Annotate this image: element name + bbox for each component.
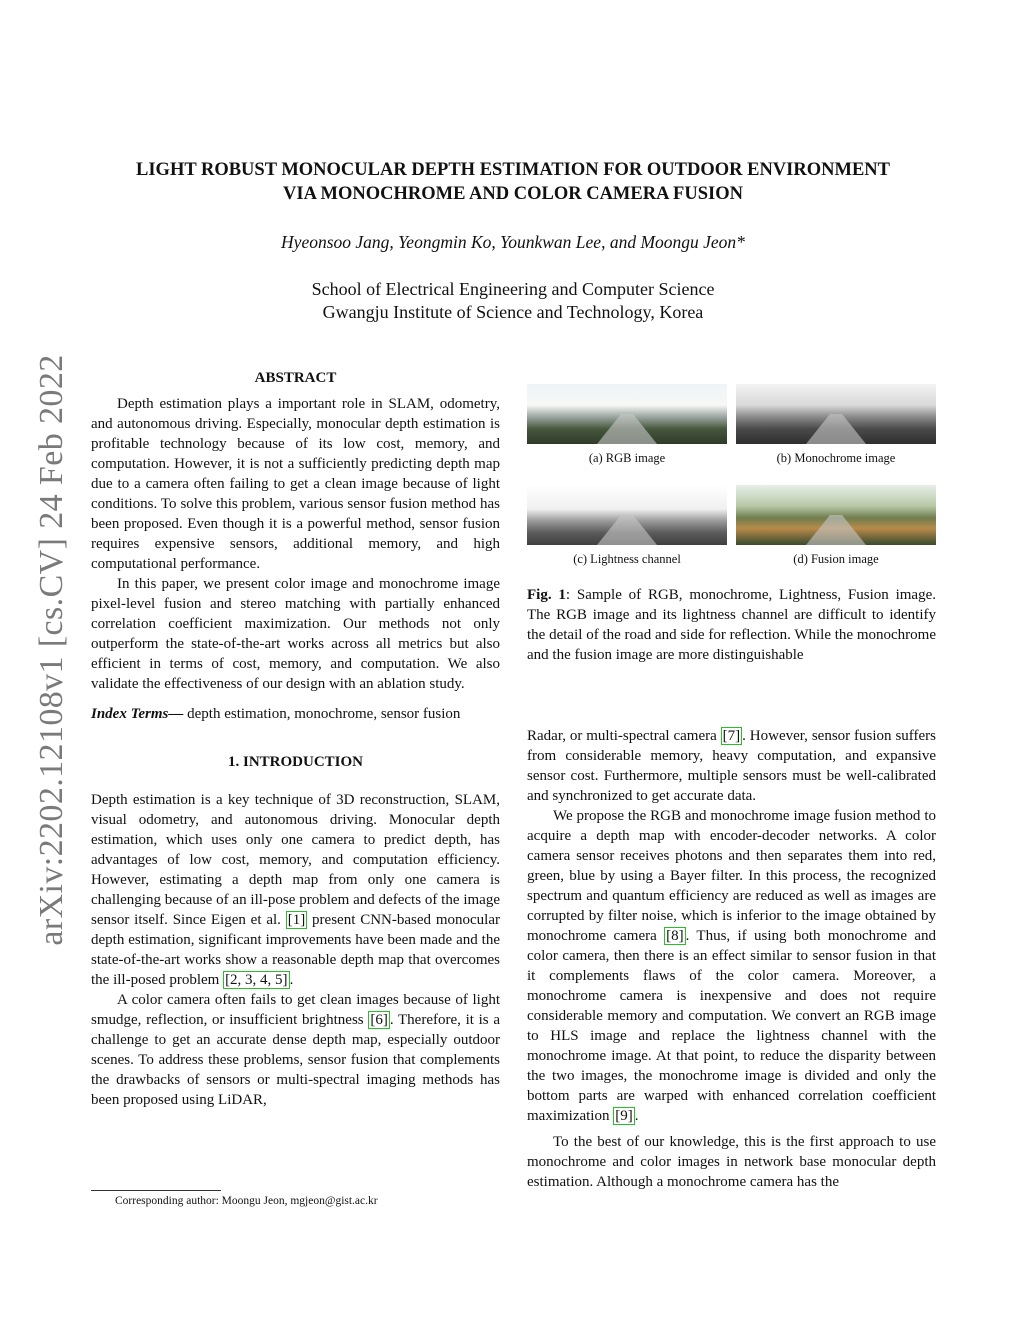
fusion-image	[736, 485, 936, 545]
subfigure-caption: (b) Monochrome image	[776, 451, 896, 465]
intro-p2-text-a: A color camera often fails to get clean images because of light smudge, reflection, or insufficient brightness	[91, 992, 500, 1028]
road-shape	[806, 515, 866, 545]
affiliation-line-1: School of Electrical Engineering and Computer Science	[311, 279, 715, 299]
subfigure-fusion	[736, 485, 936, 567]
citation-link[interactable]: [7]	[722, 728, 741, 744]
subfigure-caption: (d) Fusion image	[793, 552, 879, 566]
rgb-image	[527, 384, 727, 444]
right-p2-text-b: . Thus, if using both monochrome and color camera, then there is an effect similar to sensor fusion in that it complements flaws of the color camera. Moreover, a monochrome camera is inexpensive and does not require considerable memory and computation. We convert an RGB image to HLS image and replace the lightness channel with the monochrome image. At that point, to reduce the disparity between the two images, the monochrome image is divided and only the bottom parts are warped with enhanced correlation coefficient maximization	[527, 928, 936, 1124]
right-paragraph-1	[527, 726, 936, 806]
road-shape	[806, 414, 866, 444]
road-shape	[597, 515, 657, 545]
footnote: Corresponding author: Moongu Jeon, mgjeon@gist.ac.kr	[115, 1195, 378, 1207]
title-line-1: LIGHT ROBUST MONOCULAR DEPTH ESTIMATION FOR OUTDOOR ENVIRONMENT	[136, 160, 890, 180]
citation-link[interactable]: [2, 3, 4, 5]	[225, 972, 288, 988]
figure-1	[527, 384, 936, 574]
intro-p1-text-c: .	[289, 972, 294, 988]
footnote-rule	[91, 1190, 221, 1191]
figure-caption-text: : Sample of RGB, monochrome, Lightness, Fusion image. The RGB image and its lightness channel are difficult to identify the detail of the road and side for reflection. While the monochrome and the fusion image are more distinguishable	[527, 587, 936, 663]
affiliation-line-2: Gwangju Institute of Science and Technology, Korea	[322, 302, 704, 322]
abstract-heading: ABSTRACT	[254, 370, 337, 386]
citation-link[interactable]: [6]	[370, 1012, 388, 1028]
subfigure-rgb	[527, 384, 727, 466]
figure-label: Fig. 1	[527, 587, 566, 603]
index-terms-text: depth estimation, monochrome, sensor fusion	[183, 706, 461, 722]
introduction-heading: 1. INTRODUCTION	[227, 754, 363, 770]
subfigure-caption: (c) Lightness channel	[573, 552, 681, 566]
right-paragraph-3: To the best of our knowledge, this is the first approach to use monochrome and color images in network base monocular depth estimation. Although a monochrome camera has the	[527, 1134, 936, 1190]
right-p2-text-a: We propose the RGB and monochrome image fusion method to acquire a depth map with encoder-decoder networks. A color camera sensor receives photons and then separates them into red, green, blue by using a Bayer filter. In this process, the recognized spectrum and quantum efficiency are reduced as well as images are corrupted by filter noise, which is inferior to the image obtained by monochrome camera	[527, 808, 936, 944]
subfigure-caption: (a) RGB image	[588, 451, 666, 465]
citation-link[interactable]: [8]	[666, 928, 684, 944]
abstract-paragraph-2: In this paper, we present color image and monochrome image pixel-level fusion and stereo matching with partially enhanced correlation coefficient maximization. Our methods not only outperform the state-of-the-art works across all metrics but also efficient in terms of cost, memory, and computation. We also validate the effectiveness of our design with an ablation study.	[91, 576, 500, 692]
right-p1-text-b: . However, sensor fusion suffers from considerable memory, heavy computation, and expansive sensor cost. Furthermore, multiple sensors must be well-calibrated and synchronized to get accurate data.	[527, 728, 936, 804]
figure-caption	[527, 585, 936, 665]
right-column-text	[527, 726, 936, 1192]
subfigure-lightness	[527, 485, 727, 567]
paper-title	[80, 158, 946, 206]
left-column	[91, 368, 500, 1110]
monochrome-image	[736, 384, 936, 444]
arxiv-stamp: arXiv:2202.12108v1 [cs.CV] 24 Feb 2022	[33, 354, 70, 946]
citation-link[interactable]: [9]	[615, 1108, 633, 1124]
intro-p2-text-b: . Therefore, it is a challenge to get an accurate dense depth map, especially outdoor scenes. To address these problems, sensor fusion that complements the drawbacks of sensors or multi-spectral imaging methods has been proposed using LiDAR,	[91, 1012, 500, 1108]
lightness-image	[527, 485, 727, 545]
right-paragraph-2	[527, 806, 936, 1126]
citation-link[interactable]: [1]	[287, 912, 306, 928]
right-p2-text-c: .	[634, 1108, 639, 1124]
subfigure-monochrome	[736, 384, 936, 466]
title-line-2: VIA MONOCHROME AND COLOR CAMERA FUSION	[283, 184, 743, 204]
intro-p1-text-a: Depth estimation is a key technique of 3D reconstruction, SLAM, visual odometry, and autonomous driving. Monocular depth estimation, which uses only one camera to predict depth, has advantages of low cost, memory, and computation efficiency. However, estimating a depth map from only one camera is challenging because of an ill-pose problem and defects of the image sensor itself. Since Eigen et al.	[91, 792, 500, 928]
authors: Hyeonsoo Jang, Yeongmin Ko, Younkwan Lee, and Moongu Jeon*	[281, 232, 745, 252]
abstract-paragraph-1: Depth estimation plays a important role in SLAM, odometry, and autonomous driving. Especially, monocular depth estimation is profitable technology because of its low cost, memory, and computation. However, it is not a sufficiently predicting depth map due to a camera often failing to get a clean image because of light conditions. To solve this problem, various sensor fusion method has been proposed. Even though it is a powerful method, sensor fusion requires expensive sensors, additional memory, and high computational performance.	[91, 396, 500, 572]
intro-paragraph-1	[91, 790, 500, 990]
intro-paragraph-2	[91, 990, 500, 1110]
right-p1-text-a: Radar, or multi-spectral camera	[527, 728, 721, 744]
road-shape	[597, 414, 657, 444]
affiliation	[80, 278, 946, 324]
index-terms	[91, 704, 500, 724]
index-terms-label: Index Terms—	[91, 706, 184, 722]
intro-p1-text-b: present CNN-based monocular depth estimation, significant improvements have been made and the state-of-the-art works show a reasonable depth map that overcomes the ill-posed problem	[91, 912, 500, 988]
